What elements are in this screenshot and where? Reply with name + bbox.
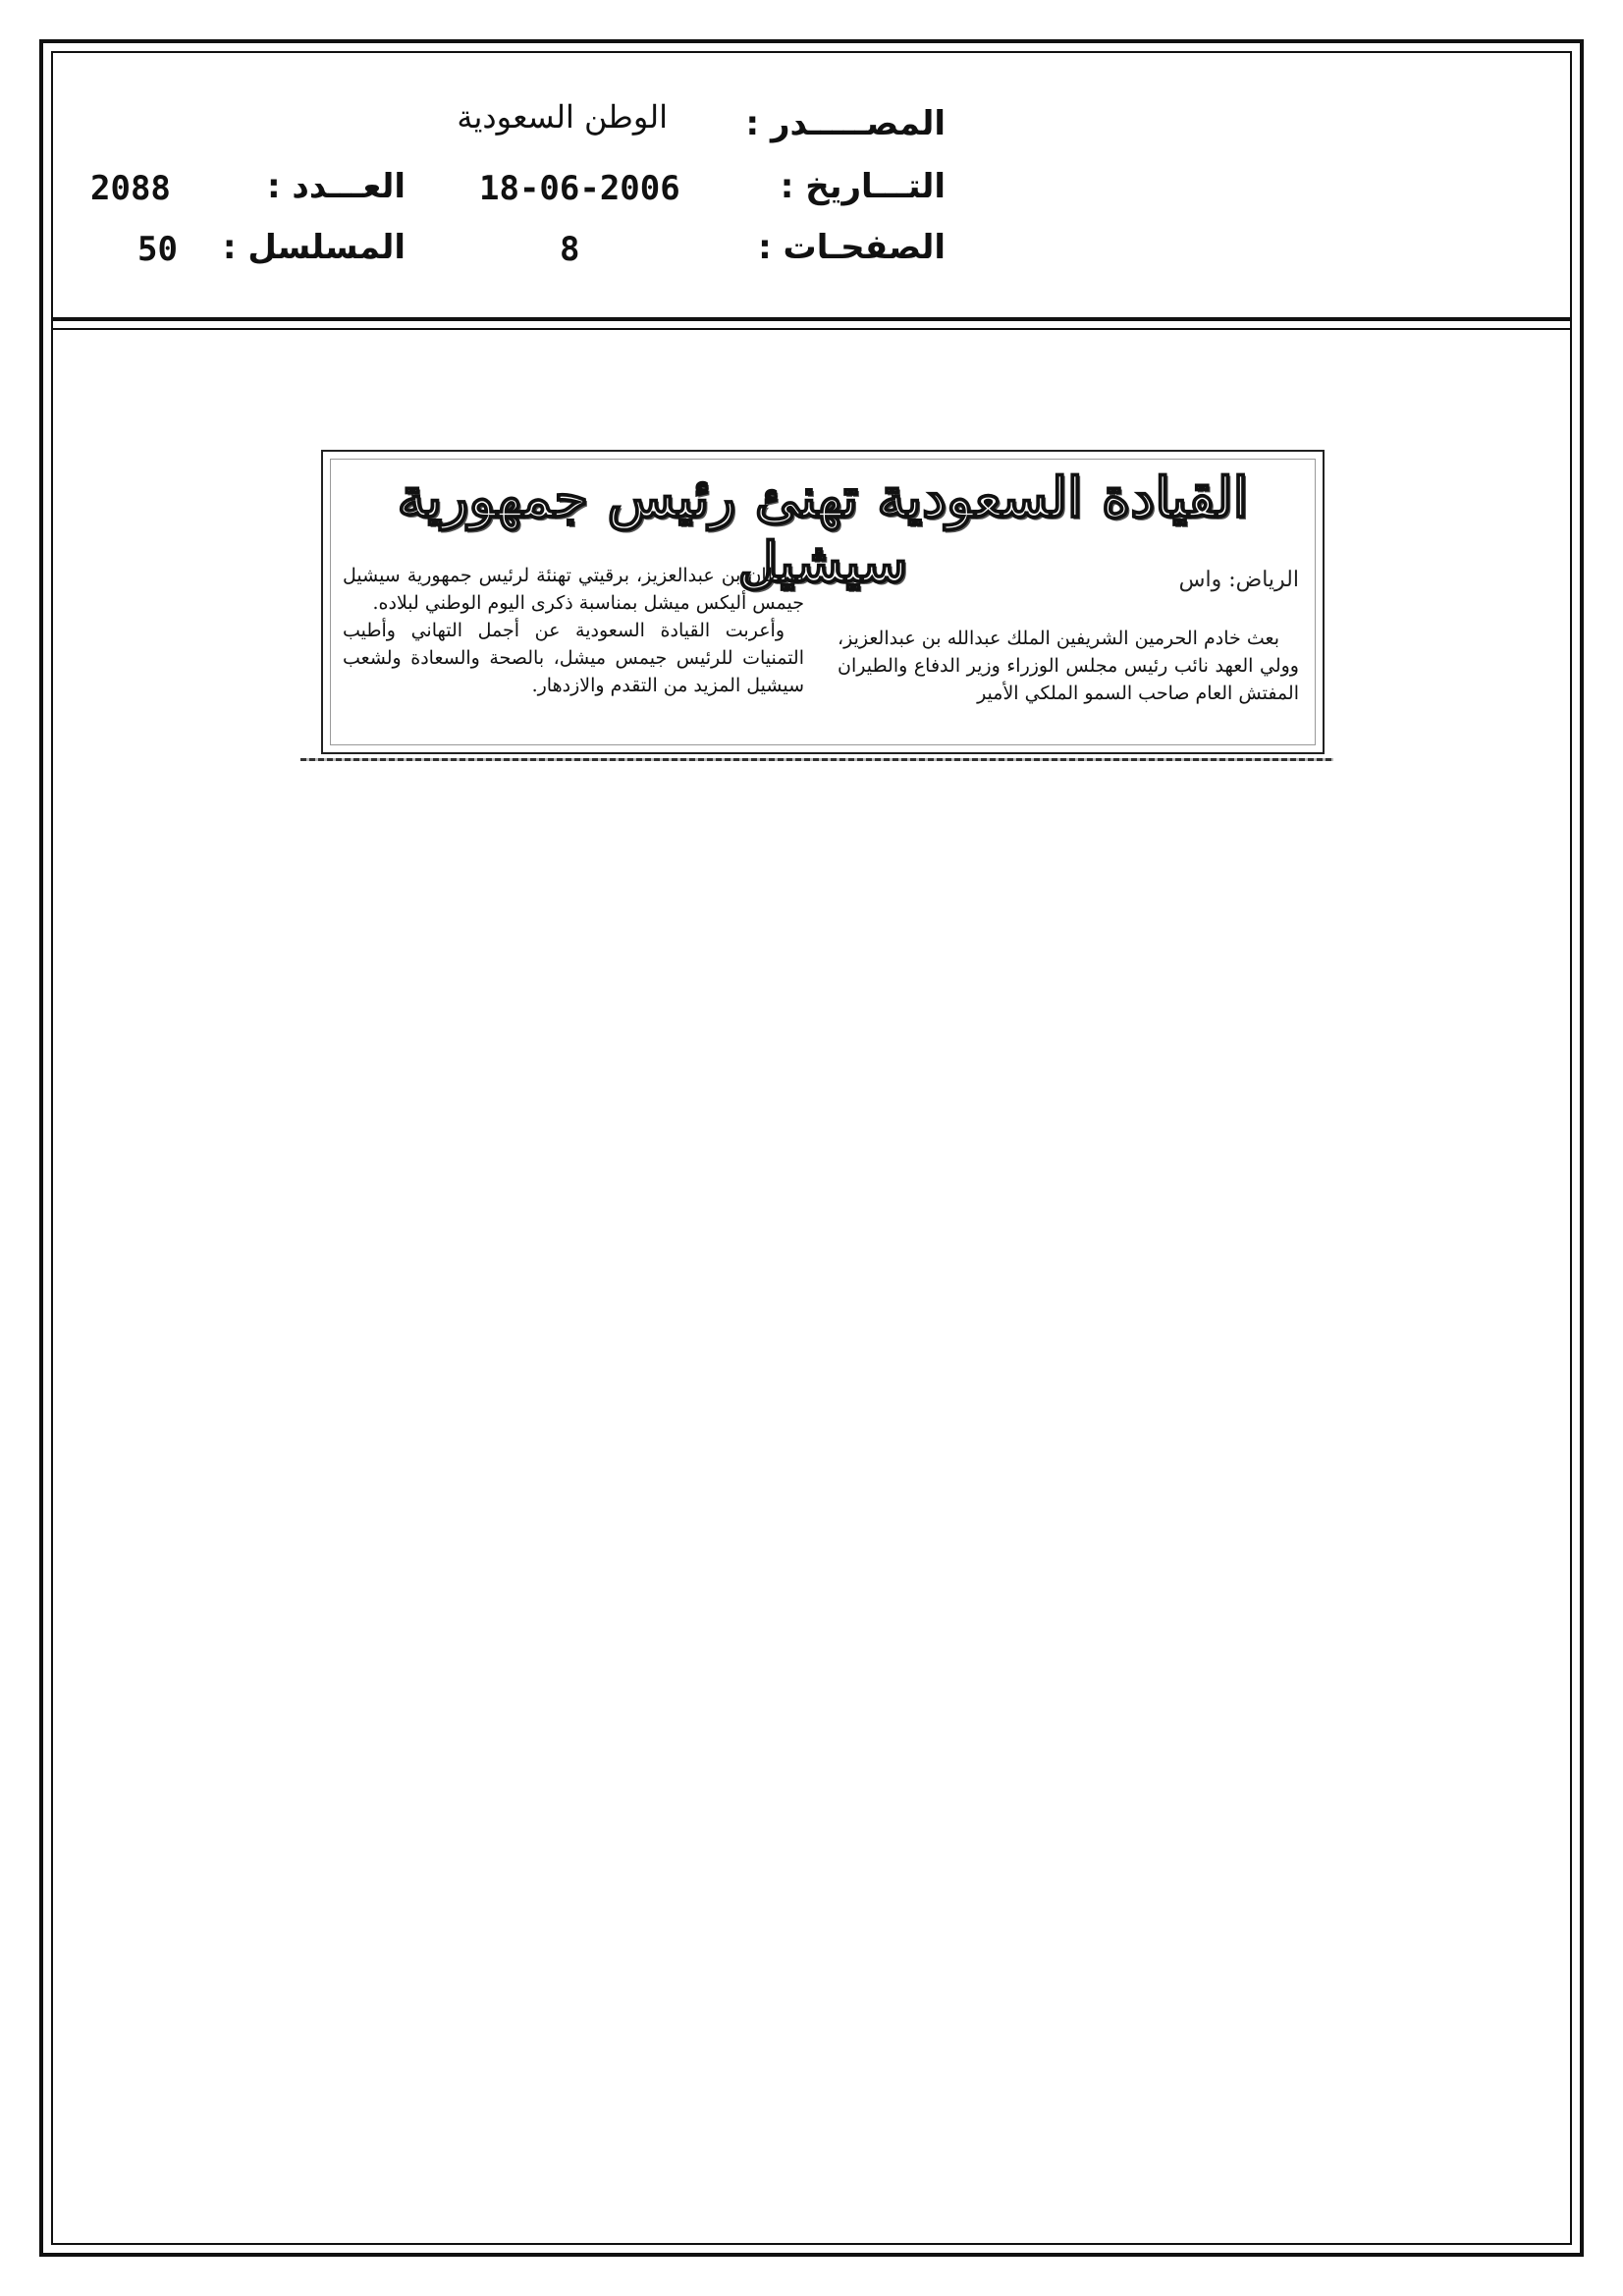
header-divider-thin bbox=[51, 328, 1572, 330]
serial-label: المسلسل : bbox=[222, 228, 406, 267]
article-column-right bbox=[838, 625, 1299, 707]
source-label: المصـــــدر : bbox=[745, 104, 946, 143]
page-border-inner bbox=[51, 51, 1572, 2245]
serial-value: 50 bbox=[137, 230, 178, 269]
article-headline: القيادة السعودية تهنئ رئيس جمهورية سيشيل bbox=[397, 465, 1249, 595]
pages-label: الصفحـات : bbox=[758, 228, 946, 267]
issue-label: العـــدد : bbox=[267, 167, 406, 206]
article-paragraph: سلطان بن عبدالعزيز، برقيتي تهنئة لرئيس جمهورية سيشيل جيمس أليكس ميشل بمناسبة ذكرى اليوم الوطني لبلاده. bbox=[343, 565, 804, 614]
article-paragraph: بعث خادم الحرمين الشريفين الملك عبدالله بن عبدالعزيز، وولي العهد نائب رئيس مجلس الوزراء وزير الدفاع والطيران المفتش العام صاحب السمو الملكي الأمير bbox=[838, 628, 1299, 704]
clipping-cut-edge bbox=[300, 758, 1333, 761]
source-value: الوطن السعودية bbox=[457, 98, 668, 136]
article-dateline: الرياض: واس bbox=[1178, 568, 1299, 592]
issue-value: 2088 bbox=[90, 169, 171, 208]
article-paragraph: وأعربت القيادة السعودية عن أجمل التهاني وأطيب التمنيات للرئيس جيمس ميشل، بالصحة والسعادة ولشعب سيشيل المزيد من التقدم والازدهار. bbox=[343, 620, 804, 696]
date-value: 18-06-2006 bbox=[479, 169, 680, 208]
pages-value: 8 bbox=[560, 230, 580, 269]
article-column-left bbox=[343, 562, 804, 699]
date-label: التـــاريخ : bbox=[780, 167, 946, 206]
news-clipping bbox=[321, 450, 1325, 754]
header-divider bbox=[51, 317, 1572, 321]
